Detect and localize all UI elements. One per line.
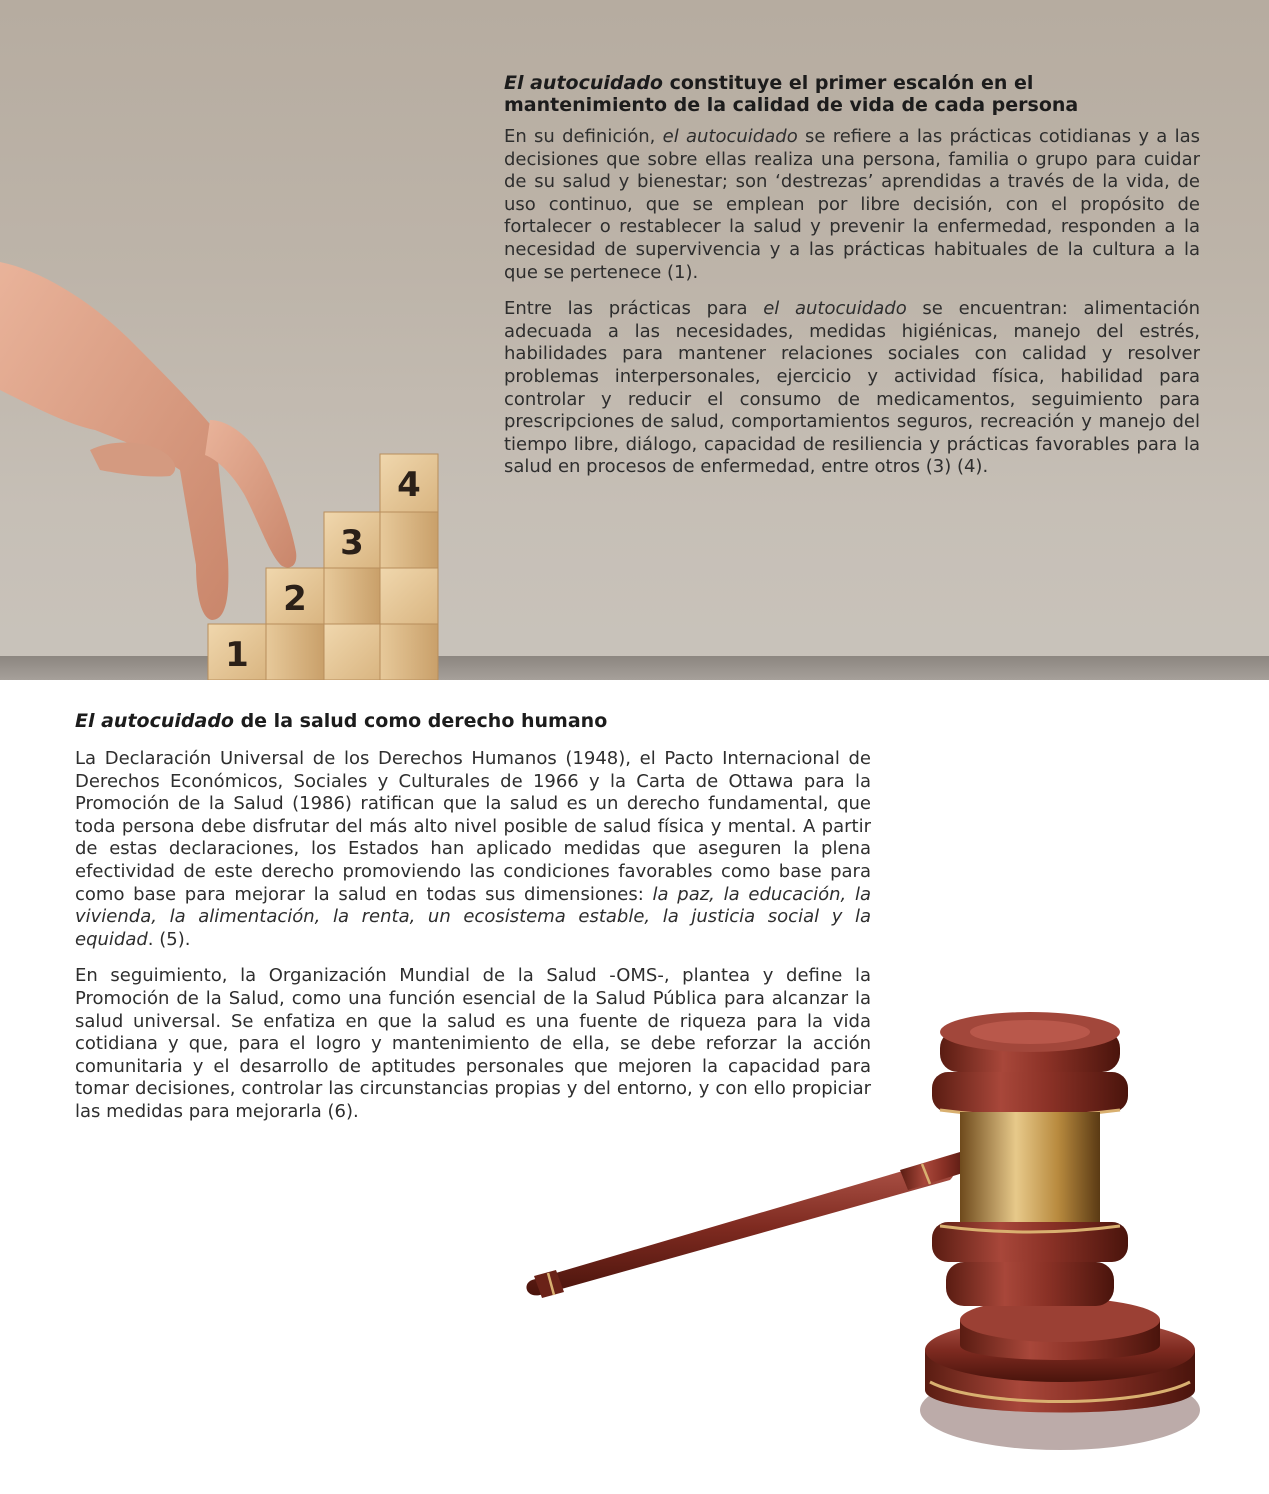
section-paragraph-1 <box>75 748 871 951</box>
text-run: . (5). <box>147 928 191 950</box>
section-heading-em: El autocuidado <box>75 710 234 732</box>
hero-heading <box>504 72 1200 116</box>
block-label-1: 1 <box>225 635 249 675</box>
hero-banner <box>0 0 1269 680</box>
block-label-3: 3 <box>340 523 364 563</box>
text-run: se refiere a las prácticas cotidianas y a las decisiones que sobre ellas realiza una persona, familia o grupo para cuidar de su salud y bienestar; son ‘destrezas’ aprendidas a través de la vida, de uso continuo, que se emplean por libre decisión, con el propósito de fortalecer o restablecer la salud y prevenir la enfermedad, responden a la necesidad de supervivencia y a las prácticas habituales de la cultura a la que se pertenece (1). <box>504 126 1201 283</box>
hero-paragraph-2 <box>504 298 1200 479</box>
hand-stepping-blocks-illustration <box>0 0 460 680</box>
emphasis-run: el autocuidado <box>662 126 798 147</box>
hero-heading-em: El autocuidado <box>504 72 663 94</box>
section-heading <box>75 710 871 732</box>
block-label-4: 4 <box>397 465 421 505</box>
hero-paragraph-1 <box>504 126 1200 284</box>
block-label-2: 2 <box>283 579 307 619</box>
text-run: Entre las prácticas para <box>504 298 764 320</box>
text-run: se encuentran: alimentación adecuada a las necesidades, medidas higiénicas, manejo del estrés, habilidades para mantener relaciones sociales con calidad y resolver problemas interpersonales, ejercicio y actividad física, habilidad para controlar y reducir el consumo de medicamentos, seguimiento para prescripciones de salud, comportamientos seguros, recreación y manejo del tiempo libre, diálogo, capacidad de resiliencia y prácticas favorables para la salud en procesos de enfermedad, entre otros (3) (4). <box>504 298 1200 478</box>
hero-heading-rest: constituye el primer escalón en el mantenimiento de la calidad de vida de cada persona <box>504 72 1079 116</box>
emphasis-run: el autocuidado <box>763 298 907 320</box>
text-run: En su definición, <box>504 126 663 147</box>
text-run: La Declaración Universal de los Derechos Humanos (1948), el Pacto Internacional de Derechos Económicos, Sociales y Culturales de 1966 y la Carta de Ottawa para la Promoción de la Salud (1986) ratifican que la salud es un derecho fundamental, que toda persona debe disfrutar del más alto nivel posible de salud física y mental. A partir de estas declaraciones, los Estados han aplicado medidas que aseguren la plena efectividad de este derecho promoviendo las condiciones favorables como base para como base para mejorar la salud en todas sus dimensiones: <box>75 748 871 905</box>
section-heading-rest: de la salud como derecho humano <box>233 710 608 732</box>
hero-text-column <box>504 72 1200 493</box>
emphasis-run: la paz, la educación, la vivienda, la alimentación, la renta, un ecosistema estable, la justicia social y la equidad <box>75 883 871 950</box>
section-paragraph-2: En seguimiento, la Organización Mundial de la Salud -OMS-, plantea y define la Promoción de la Salud, como una función esencial de la Salud Pública para alcanzar la salud universal. Se enfatiza en que la salud es una fuente de riqueza para la vida cotidiana y que, para el logro y mantenimiento de ella, se debe reforzar la acción comunitaria y el desarrollo de aptitudes personales que mejoren la capacidad para tomar decisiones, controlar las circunstancias propias y del entorno, y con ello propiciar las medidas para mejorarla (6). <box>75 965 871 1122</box>
gavel-illustration <box>520 990 1220 1470</box>
